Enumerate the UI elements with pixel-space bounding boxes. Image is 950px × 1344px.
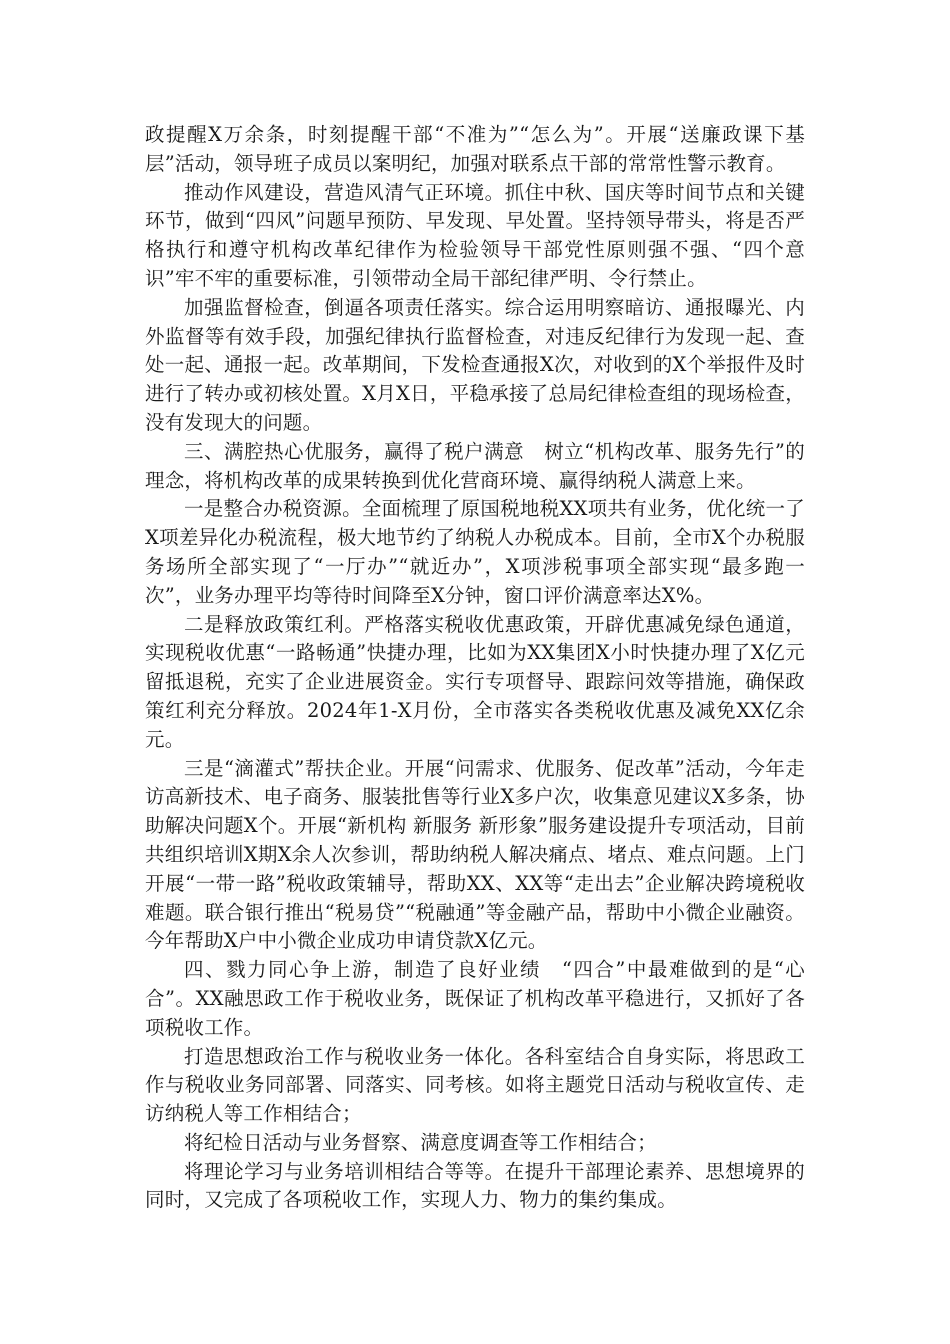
paragraph-6: 二是释放政策红利。严格落实税收优惠政策，开辟优惠减免绿色通道，实现税收优惠“一路畅通”快捷办理，比如为XX集团X小时快捷办理了X亿元留抵退税，充实了企业进展资金。实行专项督导、跟踪问效等措施，确保政策红利充分释放。2024年1-X月份，全市落实各类税收优惠及减免XX亿余元。 bbox=[145, 612, 805, 751]
paragraph-9: 打造思想政治工作与税收业务一体化。各科室结合自身实际，将思政工作与税收业务同部署、同落实、同考核。如将主题党日活动与税收宣传、走访纳税人等工作相结合； bbox=[145, 1044, 805, 1126]
paragraph-11: 将理论学习与业务培训相结合等等。在提升干部理论素养、思想境界的同时，又完成了各项税收工作，实现人力、物力的集约集成。 bbox=[145, 1159, 805, 1212]
paragraph-3: 加强监督检查，倒逼各项责任落实。综合运用明察暗访、通报曝光、内外监督等有效手段，加强纪律执行监督检查，对违反纪律行为发现一起、查处一起、通报一起。改革期间，下发检查通报X次，对收到的X个举报件及时进行了转办或初核处置。X月X日，平稳承接了总局纪律检查组的现场检查，没有发现大的问题。 bbox=[145, 295, 805, 434]
paragraph-7: 三是“滴灌式”帮扶企业。开展“问需求、优服务、促改革”活动，今年走访高新技术、电子商务、服装批售等行业X多户次，收集意见建议X多条，协助解决问题X个。开展“新机构 新服务 新形象”服务建设提升专项活动，目前共组织培训X期X余人次参训，帮助纳税人解决痛点、堵点、难点问题。上门开展“一带一路”税收政策辅导，帮助XX、XX等“走出去”企业解决跨境税收难题。联合银行推出“税易贷”“税融通”等金融产品，帮助中小微企业融资。今年帮助X户中小微企业成功申请贷款X亿元。 bbox=[145, 756, 805, 953]
paragraph-4: 三、满腔热心优服务，赢得了税户满意 树立“机构改革、服务先行”的理念，将机构改革的成果转换到优化营商环境、赢得纳税人满意上来。 bbox=[145, 439, 805, 492]
document-body bbox=[145, 121, 805, 1215]
paragraph-1: 政提醒X万余条，时刻提醒干部“不准为”“怎么为”。开展“送廉政课下基层”活动，领导班子成员以案明纪，加强对联系点干部的常常性警示教育。 bbox=[145, 123, 805, 175]
paragraph-8: 四、戮力同心争上游，制造了良好业绩 “四合”中最难做到的是“心合”。XX融思政工作于税收业务，既保证了机构改革平稳进行，又抓好了各项税收工作。 bbox=[145, 958, 805, 1039]
paragraph-5: 一是整合办税资源。全面梳理了原国税地税XX项共有业务，优化统一了X项差异化办税流程，极大地节约了纳税人办税成本。目前，全市X个办税服务场所全部实现了“一厅办”“就近办”，X项涉税事项全部实现“最多跑一次”，业务办理平均等待时间降至X分钟，窗口评价满意率达X%。 bbox=[145, 497, 805, 607]
paragraph-10: 将纪检日活动与业务督察、满意度调查等工作相结合； bbox=[184, 1130, 657, 1154]
paragraph-2: 推动作风建设，营造风清气正环境。抓住中秋、国庆等时间节点和关键环节，做到“四风”问题早预防、早发现、早处置。坚持领导带头，将是否严格执行和遵守机构改革纪律作为检验领导干部党性原则强不强、“四个意识”牢不牢的重要标准，引领带动全局干部纪律严明、令行禁止。 bbox=[145, 180, 805, 290]
